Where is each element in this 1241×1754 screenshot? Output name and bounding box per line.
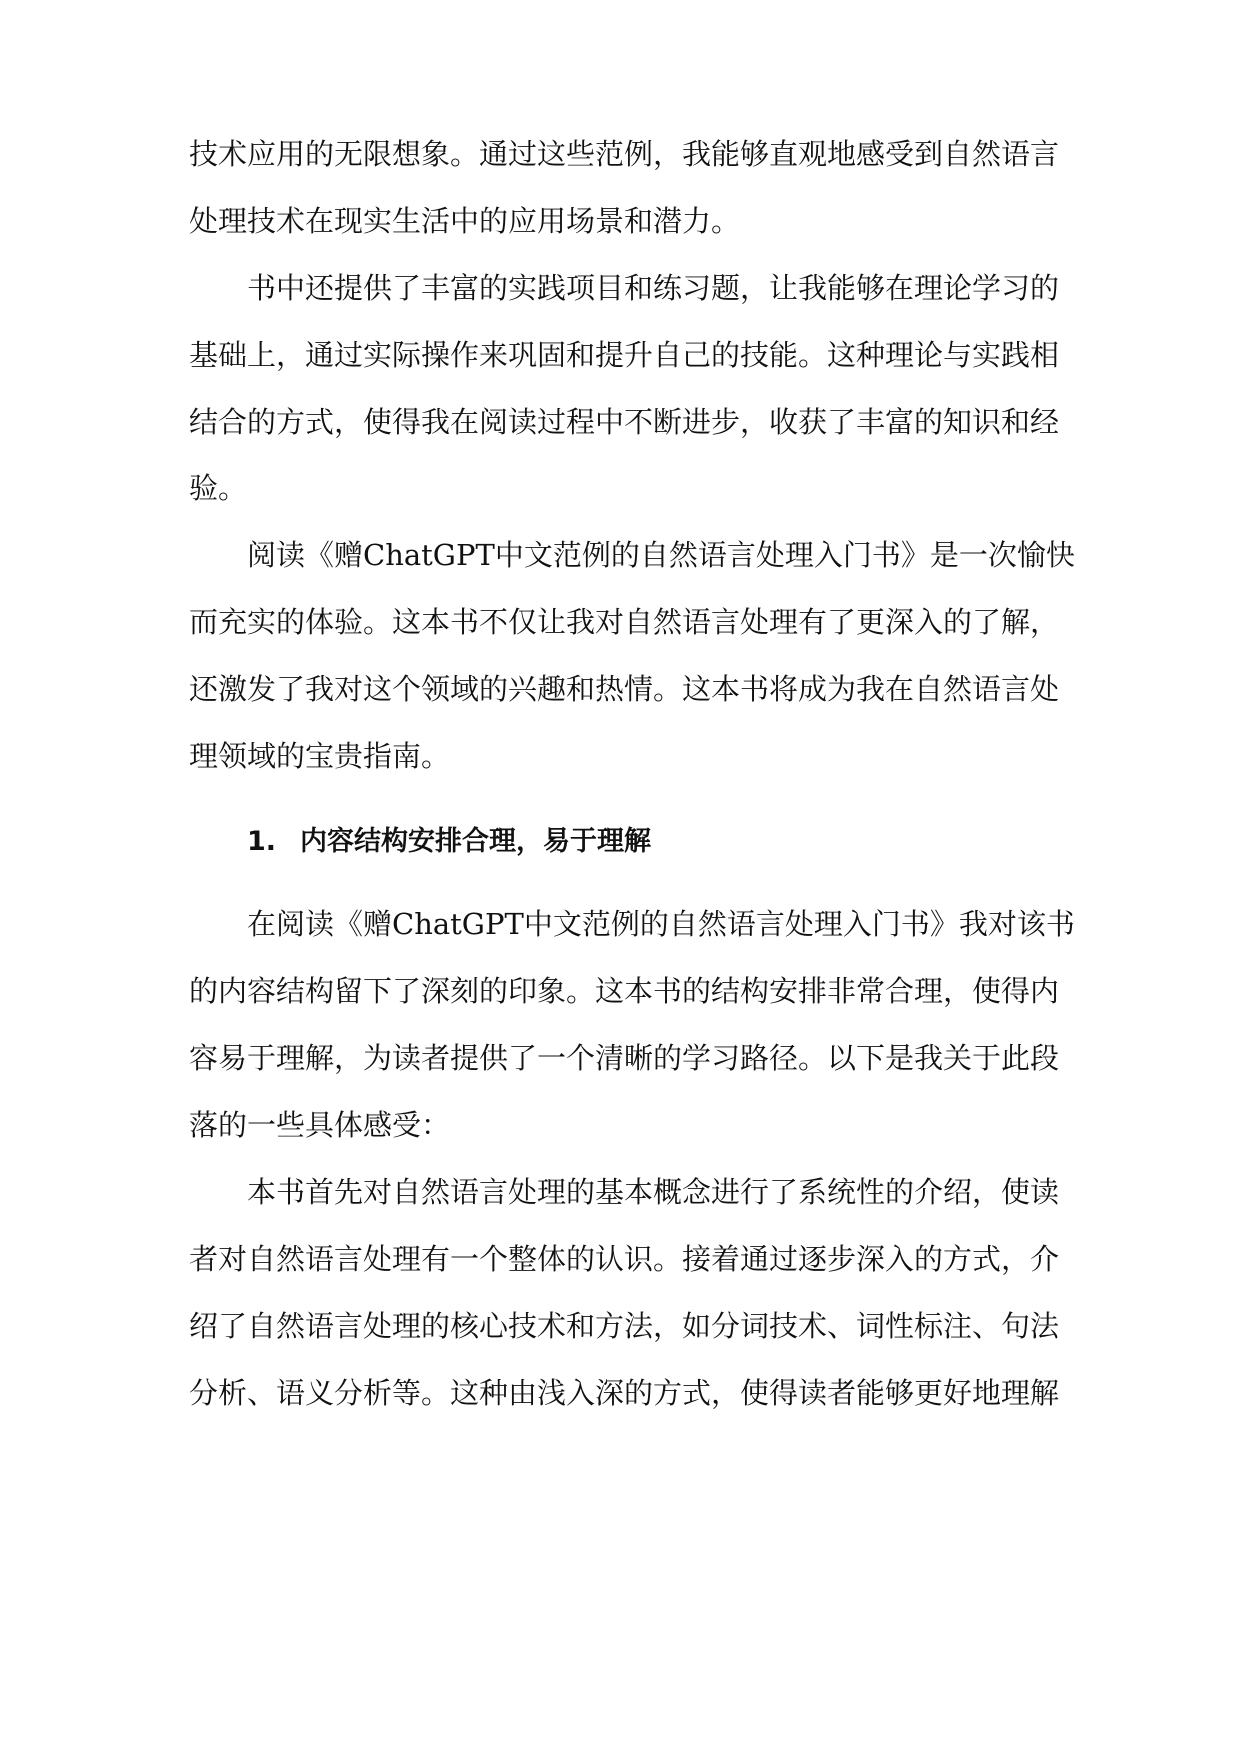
paragraph-4-line-3: 容易于理解，为读者提供了一个清晰的学习路径。以下是我关于此段 — [189, 1041, 1060, 1075]
paragraph-3-line-2: 而充实的体验。这本书不仅让我对自然语言处理有了更深入的了解， — [189, 605, 1060, 639]
section-title: 内容结构安排合理，易于理解 — [300, 826, 652, 857]
paragraph-2-line-3: 结合的方式，使得我在阅读过程中不断进步，收获了丰富的知识和经 — [189, 405, 1060, 439]
paragraph-2-line-1: 书中还提供了丰富的实践项目和练习题，让我能够在理论学习的 — [247, 271, 1060, 305]
paragraph-5-line-4: 分析、语义分析等。这种由浅入深的方式，使得读者能够更好地理解 — [189, 1376, 1060, 1410]
paragraph-5-line-1: 本书首先对自然语言处理的基本概念进行了系统性的介绍，使读 — [247, 1175, 1060, 1209]
section-number: 1. — [247, 826, 277, 857]
paragraph-5-line-3: 绍了自然语言处理的核心技术和方法，如分词技术、词性标注、句法 — [189, 1309, 1060, 1343]
paragraph-2-line-2: 基础上，通过实际操作来巩固和提升自己的技能。这种理论与实践相 — [189, 338, 1060, 372]
paragraph-3-line-4: 理领域的宝贵指南。 — [189, 739, 451, 773]
paragraph-5-line-2: 者对自然语言处理有一个整体的认识。接着通过逐步深入的方式，介 — [189, 1242, 1060, 1276]
paragraph-3-line-1: 阅读《赠ChatGPT中文范例的自然语言处理入门书》是一次愉快 — [247, 538, 1075, 572]
section-heading — [247, 822, 651, 862]
paragraph-4-line-2: 的内容结构留下了深刻的印象。这本书的结构安排非常合理，使得内 — [189, 974, 1060, 1008]
paragraph-1-line-1: 技术应用的无限想象。通过这些范例，我能够直观地感受到自然语言 — [189, 137, 1060, 171]
paragraph-2-line-4: 验。 — [189, 471, 248, 505]
paragraph-4-line-4: 落的一些具体感受： — [189, 1108, 451, 1142]
paragraph-4-line-1: 在阅读《赠ChatGPT中文范例的自然语言处理入门书》我对该书 — [247, 907, 1075, 941]
paragraph-1-line-2: 处理技术在现实生活中的应用场景和潜力。 — [189, 204, 741, 238]
paragraph-3-line-3: 还激发了我对这个领域的兴趣和热情。这本书将成为我在自然语言处 — [189, 672, 1060, 706]
